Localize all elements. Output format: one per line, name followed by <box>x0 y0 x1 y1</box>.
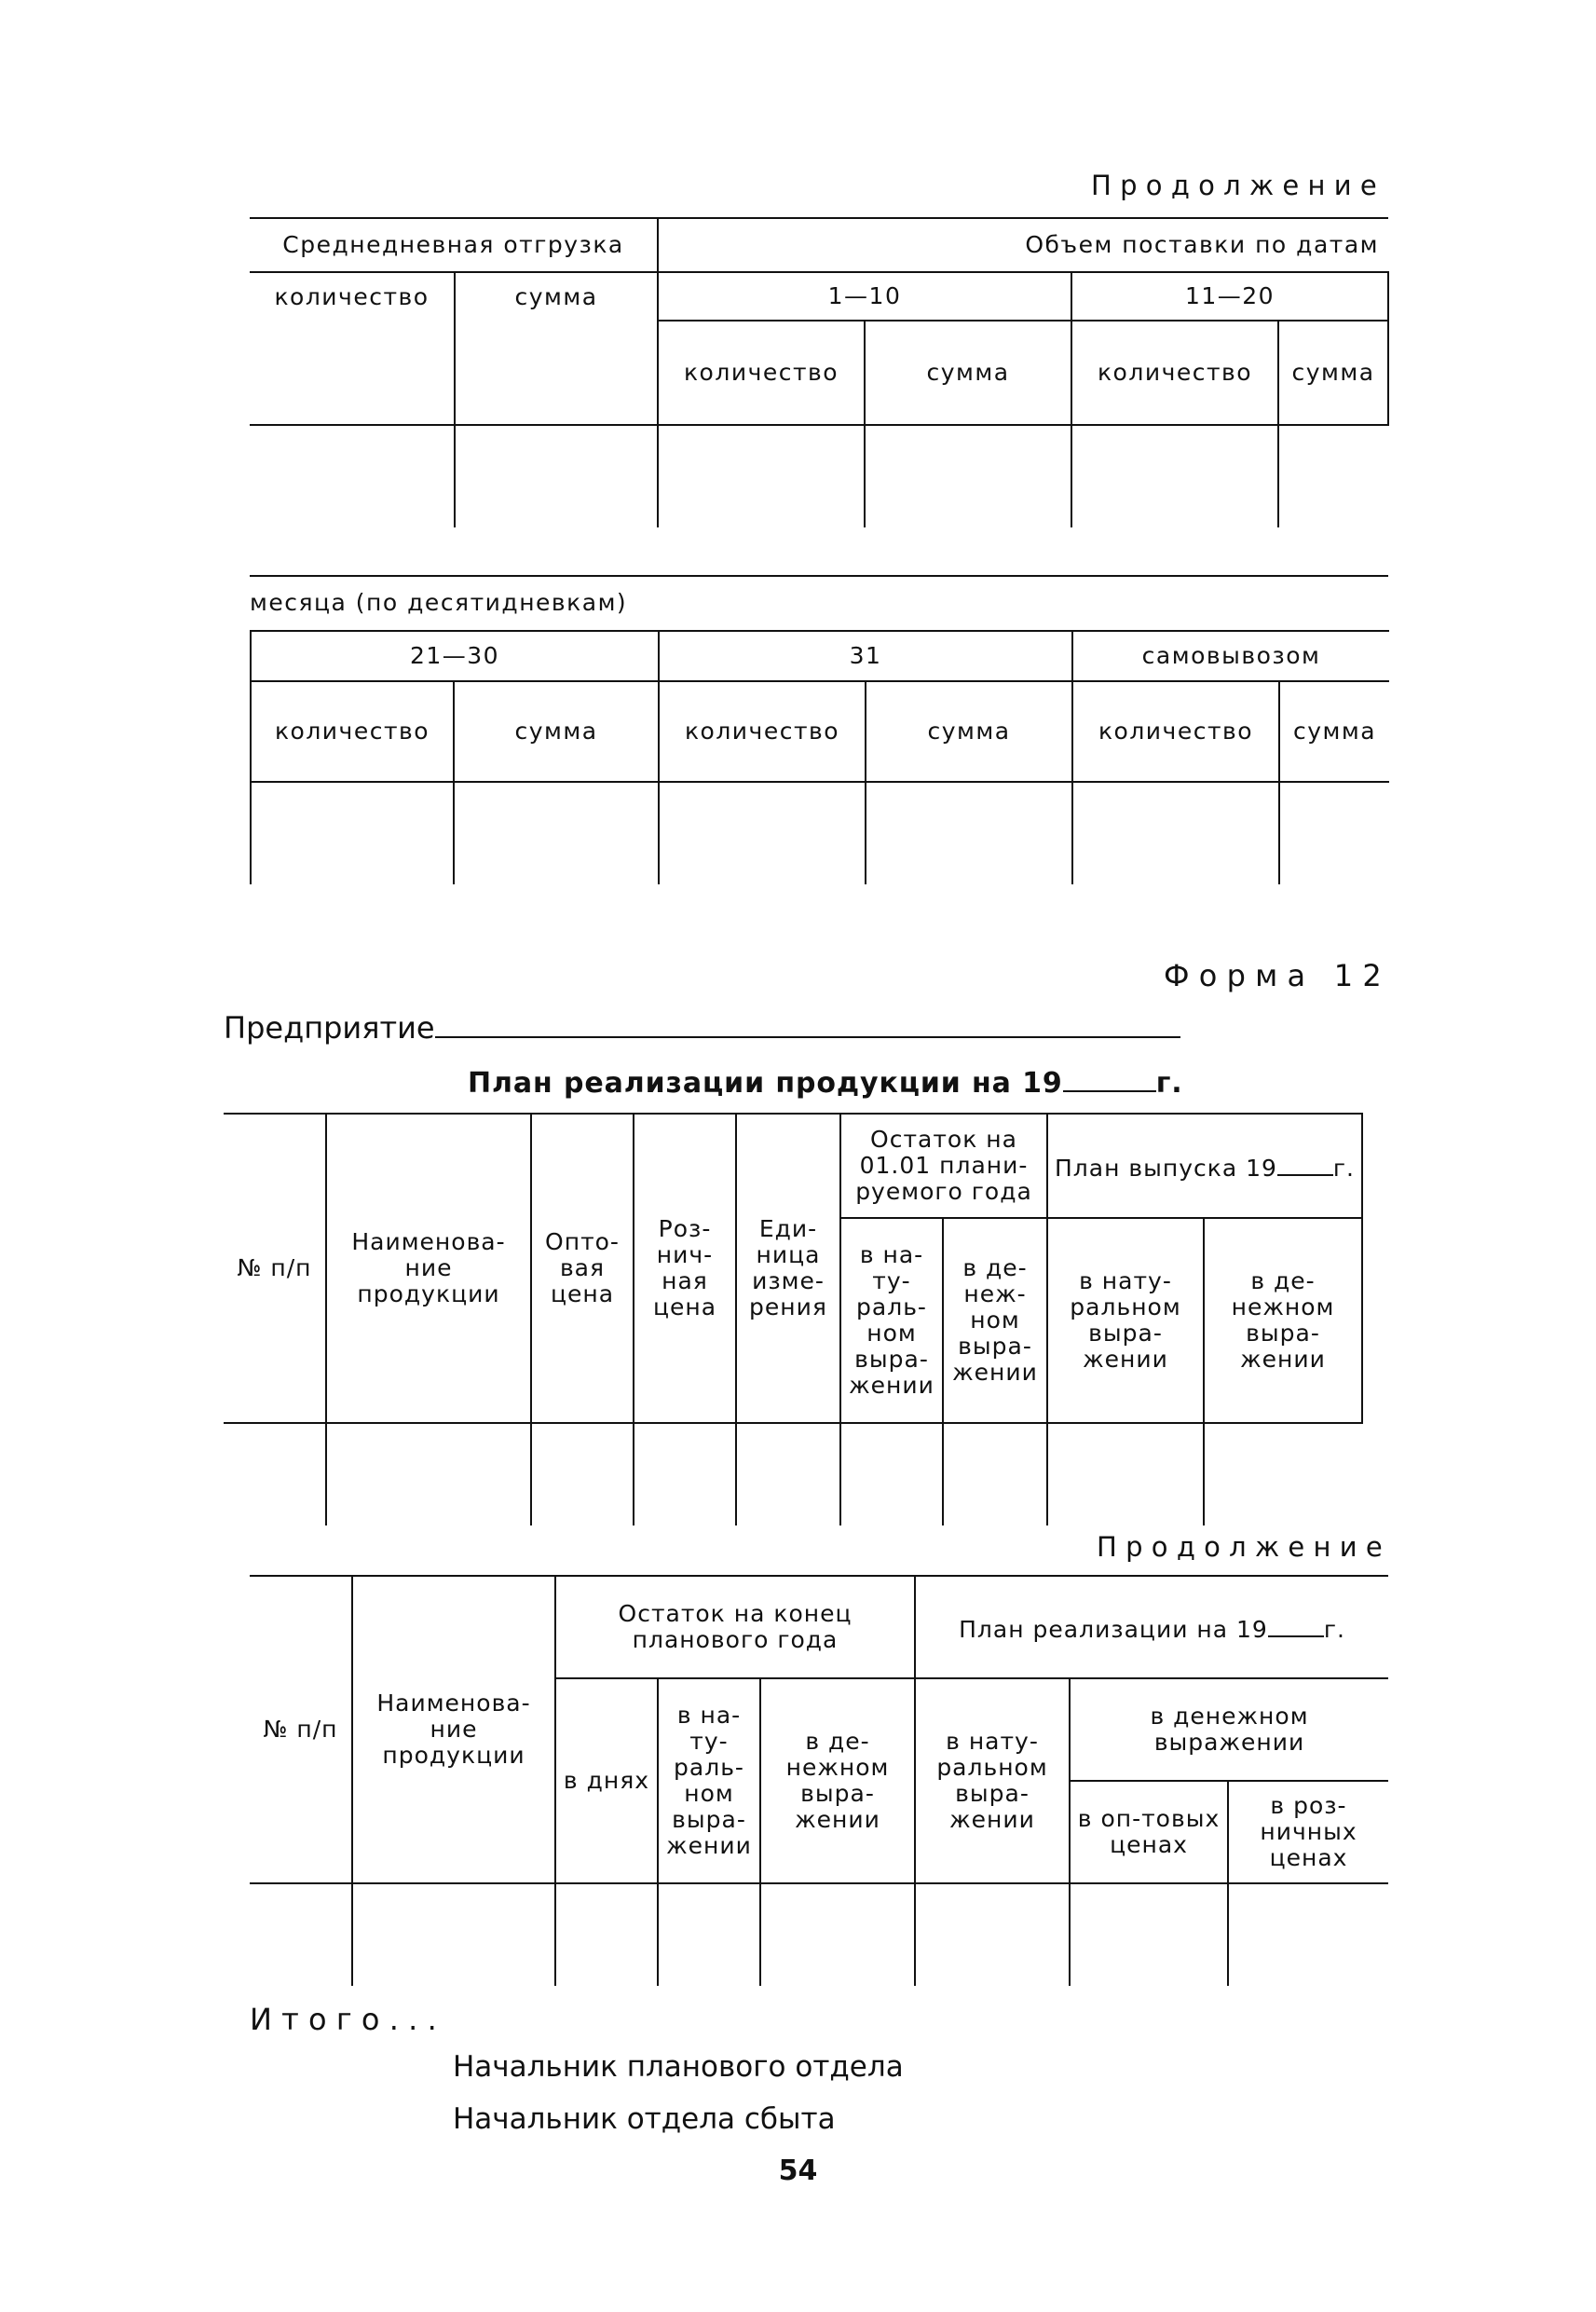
header-sum: сумма <box>865 321 1071 425</box>
header-unit: Еди-ница изме-рения <box>736 1114 840 1423</box>
shipment-table-part2 <box>250 630 1389 884</box>
header-period-31: 31 <box>659 631 1072 681</box>
header-wholesale-prices: в оп-товых ценах <box>1070 1781 1228 1883</box>
months-caption: месяца (по десятидневкам) <box>250 589 628 616</box>
header-quantity: количество <box>1072 681 1279 782</box>
header-product-name: Наименова-ние продукции <box>326 1114 531 1423</box>
header-natural-expr: в нату-ральном выра-жении <box>915 1678 1070 1883</box>
blank-cell <box>224 1423 326 1525</box>
header-period-21-30: 21—30 <box>251 631 659 681</box>
header-money-expr: в де-нежном выра-жении <box>760 1678 915 1883</box>
blank-cell <box>1204 1423 1362 1525</box>
page-number: 54 <box>778 2155 818 2187</box>
header-natural-expr: в на-ту-раль-ном выра-жении <box>658 1678 760 1883</box>
shipment-table-part1 <box>250 217 1389 527</box>
header-num: № п/п <box>250 1576 352 1883</box>
blank-cell <box>658 1883 760 1986</box>
blank-cell <box>840 1423 943 1525</box>
form-label: Форма 12 <box>1164 958 1391 993</box>
header-money-expr: в де-неж-ном выра-жении <box>943 1218 1047 1423</box>
blank-cell <box>250 1883 352 1986</box>
blank-cell <box>1071 425 1278 527</box>
blank-cell <box>915 1883 1070 1986</box>
blank-cell <box>1072 782 1279 884</box>
header-period-11-20: 11—20 <box>1071 272 1388 321</box>
blank-cell <box>1047 1423 1204 1525</box>
header-sum: сумма <box>1279 681 1389 782</box>
header-sum: сумма <box>1278 321 1388 425</box>
header-quantity: количество <box>251 681 454 782</box>
blank-cell <box>326 1423 531 1525</box>
header-natural-expr: в на-ту-раль-ном выра-жении <box>840 1218 943 1423</box>
blank-cell <box>454 782 659 884</box>
header-natural-expr: в нату-ральном выра-жении <box>1047 1218 1204 1423</box>
blank-cell <box>1279 782 1389 884</box>
blank-cell <box>943 1423 1047 1525</box>
blank-cell <box>555 1883 658 1986</box>
divider-rule <box>250 575 1388 577</box>
title-prefix: План реализации продукции на 19 <box>468 1067 1063 1100</box>
header-retail-prices: в роз-ничных ценах <box>1228 1781 1388 1883</box>
header-quantity: количество <box>658 321 865 425</box>
header-sum: сумма <box>866 681 1072 782</box>
continuation-label-top: Продолжение <box>1091 170 1385 201</box>
sales-head-signature: Начальник отдела сбыта <box>453 2102 836 2136</box>
blank-cell <box>634 1423 736 1525</box>
header-sales-plan <box>915 1576 1388 1678</box>
header-quantity: количество <box>250 272 455 425</box>
sales-plan-table-continuation <box>250 1575 1388 1986</box>
form-title <box>468 1062 1183 1100</box>
blank-cell <box>1278 425 1388 527</box>
header-output-plan <box>1047 1114 1362 1218</box>
header-supply-by-dates: Объем поставки по датам <box>658 218 1388 272</box>
header-sum: сумма <box>454 681 659 782</box>
output-plan-prefix: План выпуска 19 <box>1054 1154 1277 1182</box>
header-stock-end: Остаток на конец планового года <box>555 1576 915 1678</box>
blank-cell <box>658 425 865 527</box>
header-retail-price: Роз-нич-ная цена <box>634 1114 736 1423</box>
header-money-expr-group: в денежном выражении <box>1070 1678 1388 1781</box>
year-input-line[interactable] <box>1063 1062 1156 1092</box>
header-self-pickup: самовывозом <box>1072 631 1389 681</box>
blank-cell <box>455 425 658 527</box>
total-label: Итого... <box>250 2002 446 2037</box>
blank-cell <box>1070 1883 1228 1986</box>
output-plan-suffix: г. <box>1332 1154 1356 1182</box>
header-avg-daily: Среднедневная отгрузка <box>250 218 658 272</box>
blank-cell <box>736 1423 840 1525</box>
header-quantity: количество <box>659 681 866 782</box>
title-suffix: г. <box>1155 1067 1183 1100</box>
blank-cell <box>866 782 1072 884</box>
planning-head-signature: Начальник планового отдела <box>453 2050 904 2084</box>
blank-cell <box>760 1883 915 1986</box>
enterprise-label: Предприятие <box>224 1010 435 1046</box>
header-period-1-10: 1—10 <box>658 272 1071 321</box>
sales-plan-prefix: План реализации на 19 <box>959 1615 1268 1643</box>
header-money-expr: в де-нежном выра-жении <box>1204 1218 1362 1423</box>
blank-cell <box>251 782 454 884</box>
sales-year-line[interactable] <box>1268 1612 1324 1637</box>
sales-plan-suffix: г. <box>1323 1615 1345 1643</box>
header-product-name: Наименова-ние продукции <box>352 1576 555 1883</box>
header-wholesale-price: Опто-вая цена <box>531 1114 634 1423</box>
blank-cell <box>352 1883 555 1986</box>
header-quantity: количество <box>1071 321 1278 425</box>
header-in-days: в днях <box>555 1678 658 1883</box>
enterprise-input-line[interactable] <box>435 1006 1180 1038</box>
header-num: № п/п <box>224 1114 326 1423</box>
blank-cell <box>250 425 455 527</box>
blank-cell <box>1228 1883 1388 1986</box>
continuation-label-bottom: Продолжение <box>1097 1531 1391 1563</box>
blank-cell <box>659 782 866 884</box>
blank-cell <box>865 425 1071 527</box>
output-year-line[interactable] <box>1277 1151 1333 1176</box>
header-sum: сумма <box>455 272 658 425</box>
enterprise-line <box>224 1006 1180 1046</box>
blank-cell <box>531 1423 634 1525</box>
sales-plan-table <box>224 1113 1363 1525</box>
header-stock-start: Остаток на 01.01 плани-руемого года <box>840 1114 1047 1218</box>
